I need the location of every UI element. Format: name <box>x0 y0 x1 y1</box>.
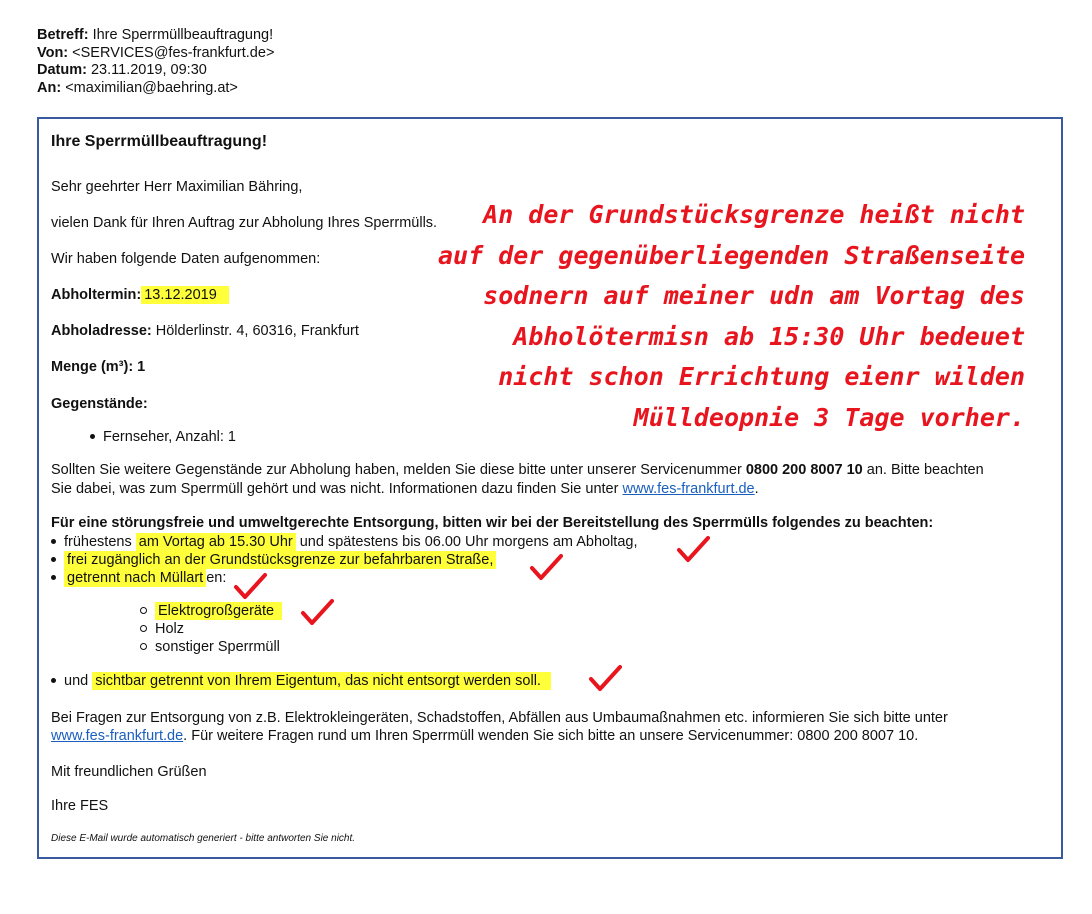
rules-heading: Für eine störungsfreie und umweltgerechte Entsorgung, bitten wir bei der Bereitstellung des Sperrmülls folgendes zu beachten: <box>51 515 934 531</box>
closing: Mit freundlichen Grüßen <box>51 764 207 780</box>
circle-bullet-icon <box>140 643 147 650</box>
auto-generated-footer: Diese E-Mail wurde automatisch generiert - bitte antworten Sie nicht. <box>51 833 356 844</box>
date-row: Datum: 23.11.2019, 09:30 <box>37 62 207 78</box>
bullet-icon <box>51 539 56 544</box>
pickup-address-row: Abholadresse: Hölderlinstr. 4, 60316, Frankfurt <box>51 323 359 339</box>
pickup-address-value: Hölderlinstr. 4, 60316, Frankfurt <box>155 323 359 339</box>
checkmark-icon <box>588 664 622 694</box>
to-value: <maximilian@baehring.at> <box>65 79 238 96</box>
fes-link[interactable]: www.fes-frankfurt.de <box>51 728 184 744</box>
date-value: 23.11.2019, 09:30 <box>90 62 207 78</box>
subject-value: Ihre Sperrmüllbeauftragung! <box>92 27 274 43</box>
checkmark-icon <box>300 598 334 628</box>
bullet-icon <box>90 434 95 439</box>
subrule-item: Elektrogroßgeräte <box>140 603 282 619</box>
rule-2: frei zugänglich an der Grundstücksgrenze zur befahrbaren Straße, <box>51 552 496 568</box>
annotation-line: sodnern auf meiner udn am Vortag des <box>483 281 1025 310</box>
more-items-line-1: Sollten Sie weitere Gegenstände zur Abholung haben, melden Sie diese bitte unter unserer Servicenummer 0800 200 8007 10 an. Bitte beachten <box>51 462 984 478</box>
annotation-line: An der Grundstücksgrenze heißt nicht <box>483 200 1025 229</box>
annotation-line: Abholötermisn ab 15:30 Uhr bedeuet <box>513 321 1025 351</box>
email-header <box>37 27 274 97</box>
rule-3: getrennt nach Müllart en: <box>51 570 226 586</box>
rule-4: und sichtbar getrennt von Ihrem Eigentum, das nicht entsorgt werden soll. <box>51 673 551 689</box>
checkmark-icon <box>529 553 563 583</box>
subject-row: Betreff: Ihre Sperrmüllbeauftragung! <box>37 27 274 43</box>
pickup-date-row: Abholtermin: 13.12.2019 <box>51 287 229 303</box>
subrule-item: Holz <box>140 621 184 637</box>
more-items-line-2: Sie dabei, was zum Sperrmüll gehört und was nicht. Informationen dazu finden Sie unter www.fes-frankfurt.de. <box>51 481 759 497</box>
amount-row: Menge (m³): 1 <box>51 359 146 375</box>
circle-bullet-icon <box>140 607 147 614</box>
from-value: <SERVICES@fes-frankfurt.de> <box>72 44 275 61</box>
red-annotation <box>420 195 1025 438</box>
annotation-line: auf der gegenüberliegenden Straßenseite <box>438 240 1025 270</box>
subrule-item: sonstiger Sperrmüll <box>140 639 280 655</box>
annotation-line: Mülldeopnie 3 Tage vorher. <box>633 402 1025 432</box>
list-item: Fernseher, Anzahl: 1 <box>90 429 236 445</box>
questions-line-1: Bei Fragen zur Entsorgung von z.B. Elektrokleingeräten, Schadstoffen, Abfällen aus Umbaumaßnahmen etc. informieren Sie sich bitte unter <box>51 710 948 726</box>
greeting: Sehr geehrter Herr Maximilian Bähring, <box>51 179 303 195</box>
bullet-icon <box>51 557 56 562</box>
annotation-line: nicht schon Errichtung eienr wilden <box>498 362 1025 391</box>
thanks-text: vielen Dank für Ihren Auftrag zur Abholung Ihres Sperrmülls. <box>51 215 438 231</box>
rule-1: frühestens am Vortag ab 15.30 Uhr und spätestens bis 06.00 Uhr morgens am Abholtag, <box>51 534 637 550</box>
questions-line-2: www.fes-frankfurt.de. Für weitere Fragen rund um Ihren Sperrmüll wenden Sie sich bitte an unsere Servicenummer: 0800 200 8007 10. <box>51 728 919 744</box>
signature: Ihre FES <box>51 798 109 814</box>
checkmark-icon <box>676 535 710 565</box>
from-row: Von: <SERVICES@fes-frankfurt.de> <box>37 44 275 61</box>
bullet-icon <box>51 678 56 683</box>
checkmark-icon <box>233 572 267 602</box>
service-number: 0800 200 8007 10 <box>745 462 863 478</box>
items-label: Gegenstände: <box>51 396 148 412</box>
data-intro: Wir haben folgende Daten aufgenommen: <box>51 251 321 267</box>
to-row: An: <maximilian@baehring.at> <box>37 79 238 96</box>
circle-bullet-icon <box>140 625 147 632</box>
body-title: Ihre Sperrmüllbeauftragung! <box>51 133 268 150</box>
pickup-date-value: 13.12.2019 <box>141 286 229 304</box>
fes-link[interactable]: www.fes-frankfurt.de <box>622 481 755 497</box>
bullet-icon <box>51 575 56 580</box>
